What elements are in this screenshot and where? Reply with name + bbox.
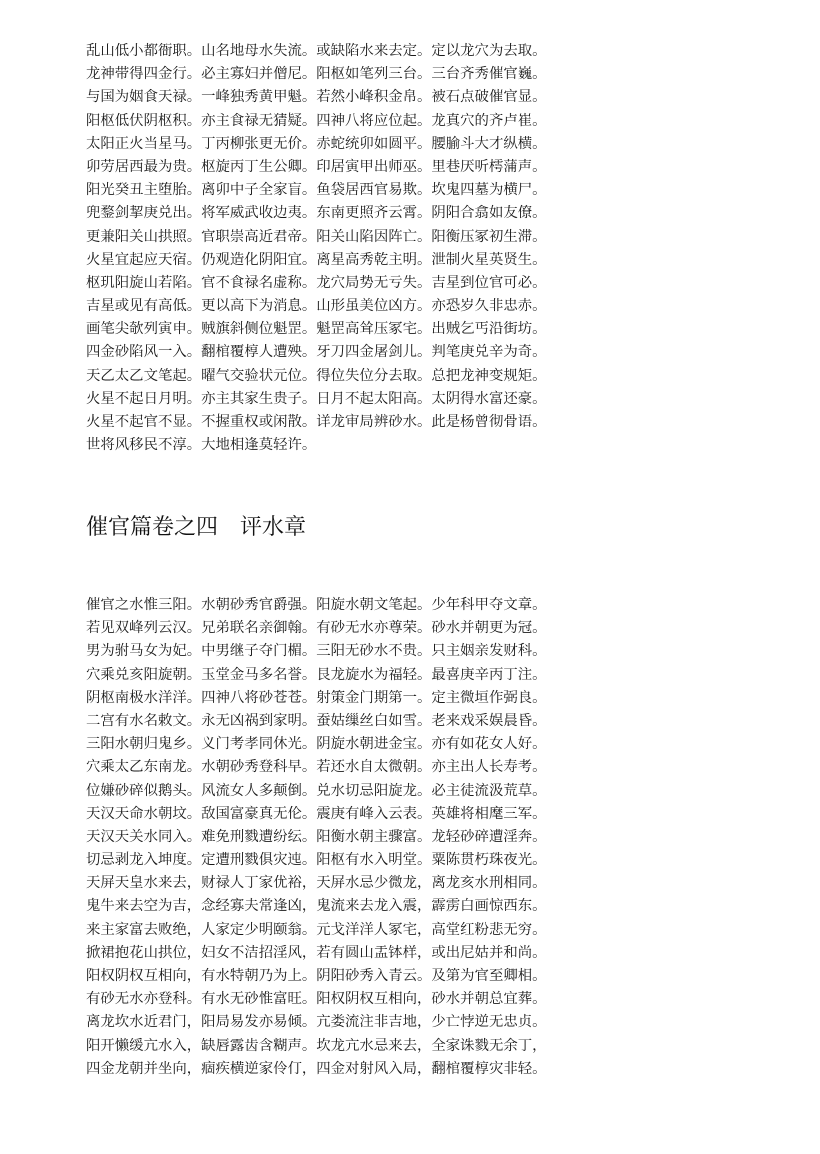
verse-line: 阳枢低伏阴枢积。亦主食禄无猜疑。四神八将应位起。龙真穴的齐卢崔。 [86,112,547,129]
verse-line: 火星不起日月明。亦主其家生贵子。日月不起太阳高。太阴得水富还豪。 [86,390,547,407]
verse-line: 离龙坎水近君门，阳局易发亦易倾。亢娄流注非吉地，少亡悖逆无忠贞。 [86,1014,547,1031]
verse-line: 阴枢南极水洋洋。四神八将砂苍苍。射策金门期第一。定主微垣作弼良。 [86,689,547,706]
verse-line: 世将风移民不淳。大地相逢莫轻许。 [86,437,317,454]
verse-line: 位嫌砂碎似鹅头。风流女人多颠倒。兑水切忌阳旋龙。必主徒流汲荒草。 [86,782,547,799]
verse-section-1 [86,40,547,457]
verse-line: 太阳正火当星马。丁丙柳张更无价。赤蛇统卯如圆平。腰腧斗大才纵横。 [86,135,547,152]
verse-line: 掀裙抱花山拱位，妇女不洁招淫风，若有圆山盂钵样，或出尼姑并和尚。 [86,944,547,961]
verse-line: 三阳水朝归鬼乡。义门考孝同休光。阴旋水朝进金宝。亦有如花女人好。 [86,736,547,753]
verse-line: 龙神带得四金行。必主寡妇并僧尼。阳枢如笔列三台。三台齐秀催官巍。 [86,66,547,83]
verse-line: 枢玑阳旋山若陷。官不食禄名虚称。龙穴局势无亏失。吉星到位官可必。 [86,274,547,291]
verse-section-2 [86,594,547,1081]
verse-line: 若见双峰列云汉。兄弟联名亲御翰。有砂无水亦尊荣。砂水并朝更为冠。 [86,620,547,637]
verse-line: 更兼阳关山拱照。官职崇高近君帝。阳关山陷因阵亡。阳衡压冢初生滞。 [86,228,547,245]
verse-line: 兜鍪剑挈庚兑出。将军威武收边夷。东南更照齐云霄。阴阳合翕如友僚。 [86,205,547,222]
verse-line: 天乙太乙文笔起。曜气交验状元位。得位失位分去取。总把龙神变规矩。 [86,367,547,384]
verse-line: 有砂无水亦登科。有水无砂惟富旺。阳权阴权互相向，砂水并朝总宜葬。 [86,991,547,1008]
verse-line: 阳光癸丑主堕胎。离卯中子全家盲。鱼袋居西官易欺。坎鬼四墓为横尸。 [86,182,547,199]
verse-line: 切忌剥龙入坤度。定遭刑戮俱灾迍。阳枢有水入明堂。粟陈贯朽珠夜光。 [86,852,547,869]
verse-line: 二宫有水名敕文。永无凶祸到家明。蚕姑缫丝白如雪。老来戏采娱晨昏。 [86,712,547,729]
verse-line: 火星宜起应天宿。仍观造化阴阳宜。离星高秀乾主明。泄制火星英贤生。 [86,251,547,268]
verse-line: 鬼牛来去空为吉，念经寡夫常逢凶，鬼流来去龙入震，霹雳白画惊西东。 [86,898,547,915]
verse-line: 来主家富去败绝，人家定少明颐翁。元戈洋洋人冢宅，高堂红粉悲无穷。 [86,921,547,938]
verse-line: 催官之水惟三阳。水朝砂秀官爵强。阳旋水朝文笔起。少年科甲夺文章。 [86,597,547,613]
verse-line: 男为驸马女为妃。中男继子夺门楣。三阳无砂水不贵。只主姻亲发财科。 [86,643,547,660]
verse-line: 穴乘兑亥阳旋朝。玉堂金马多名誉。艮龙旋水为福轻。最喜庚辛丙丁注。 [86,666,547,683]
verse-line: 四金砂陷风一入。翻棺覆椁人遭殃。牙刀四金屠剑儿。判笔庚兑辛为奇。 [86,344,547,361]
verse-line: 火星不起官不显。不握重权或闲散。详龙审局辨砂水。此是杨曾彻骨语。 [86,414,547,430]
verse-line: 穴乘太乙东南龙。水朝砂秀登科早。若还水自太微朝。亦主出人长寿考。 [86,759,547,776]
verse-line: 画笔尖欹列寅申。贼旗斜侧位魁罡。魁罡高耸压冢宅。出贼乞丐沿街坊。 [86,321,547,338]
verse-line: 四金龙朝并坐向，痼疾横逆家伶仃，四金对射风入局，翻棺覆椁灾非轻。 [86,1060,547,1077]
verse-line: 阳权阴权互相向，有水特朝乃为上。阴阳砂秀入青云。及第为官至卿相。 [86,968,547,984]
chapter-heading: 催官篇卷之四 评水章 [86,515,307,540]
verse-line: 阳开懒缓亢水入，缺唇露齿含糊声。坎龙亢水忌来去，全家诛戮无余丁， [86,1037,547,1054]
verse-line: 天汉天关水同入。难免刑戮遭纷纭。阳衡水朝主骤富。龙轻砂碎遭淫奔。 [86,828,547,845]
verse-line: 吉星或见有高低。更以高下为消息。山形虽美位凶方。亦恐岁久非忠赤。 [86,298,547,315]
verse-line: 与国为姻食天禄。一峰独秀黄甲魁。若然小峰积金帛。被石点破催官显。 [86,89,547,106]
verse-line: 天汉天命水朝坟。敌国富豪真无伦。震庚有峰入云表。英雄将相麾三军。 [86,805,547,822]
verse-line: 卯劳居西最为贵。枢旋丙丁生公卿。印居寅甲出师巫。里巷厌听樗蒲声。 [86,158,547,175]
verse-line: 天屏天皇水来去，财禄人丁家优裕，天屏水忌少微龙，离龙亥水刑相同。 [86,875,547,892]
verse-line: 乱山低小都衙职。山名地母水失流。或缺陷水来去定。定以龙穴为去取。 [86,43,547,59]
